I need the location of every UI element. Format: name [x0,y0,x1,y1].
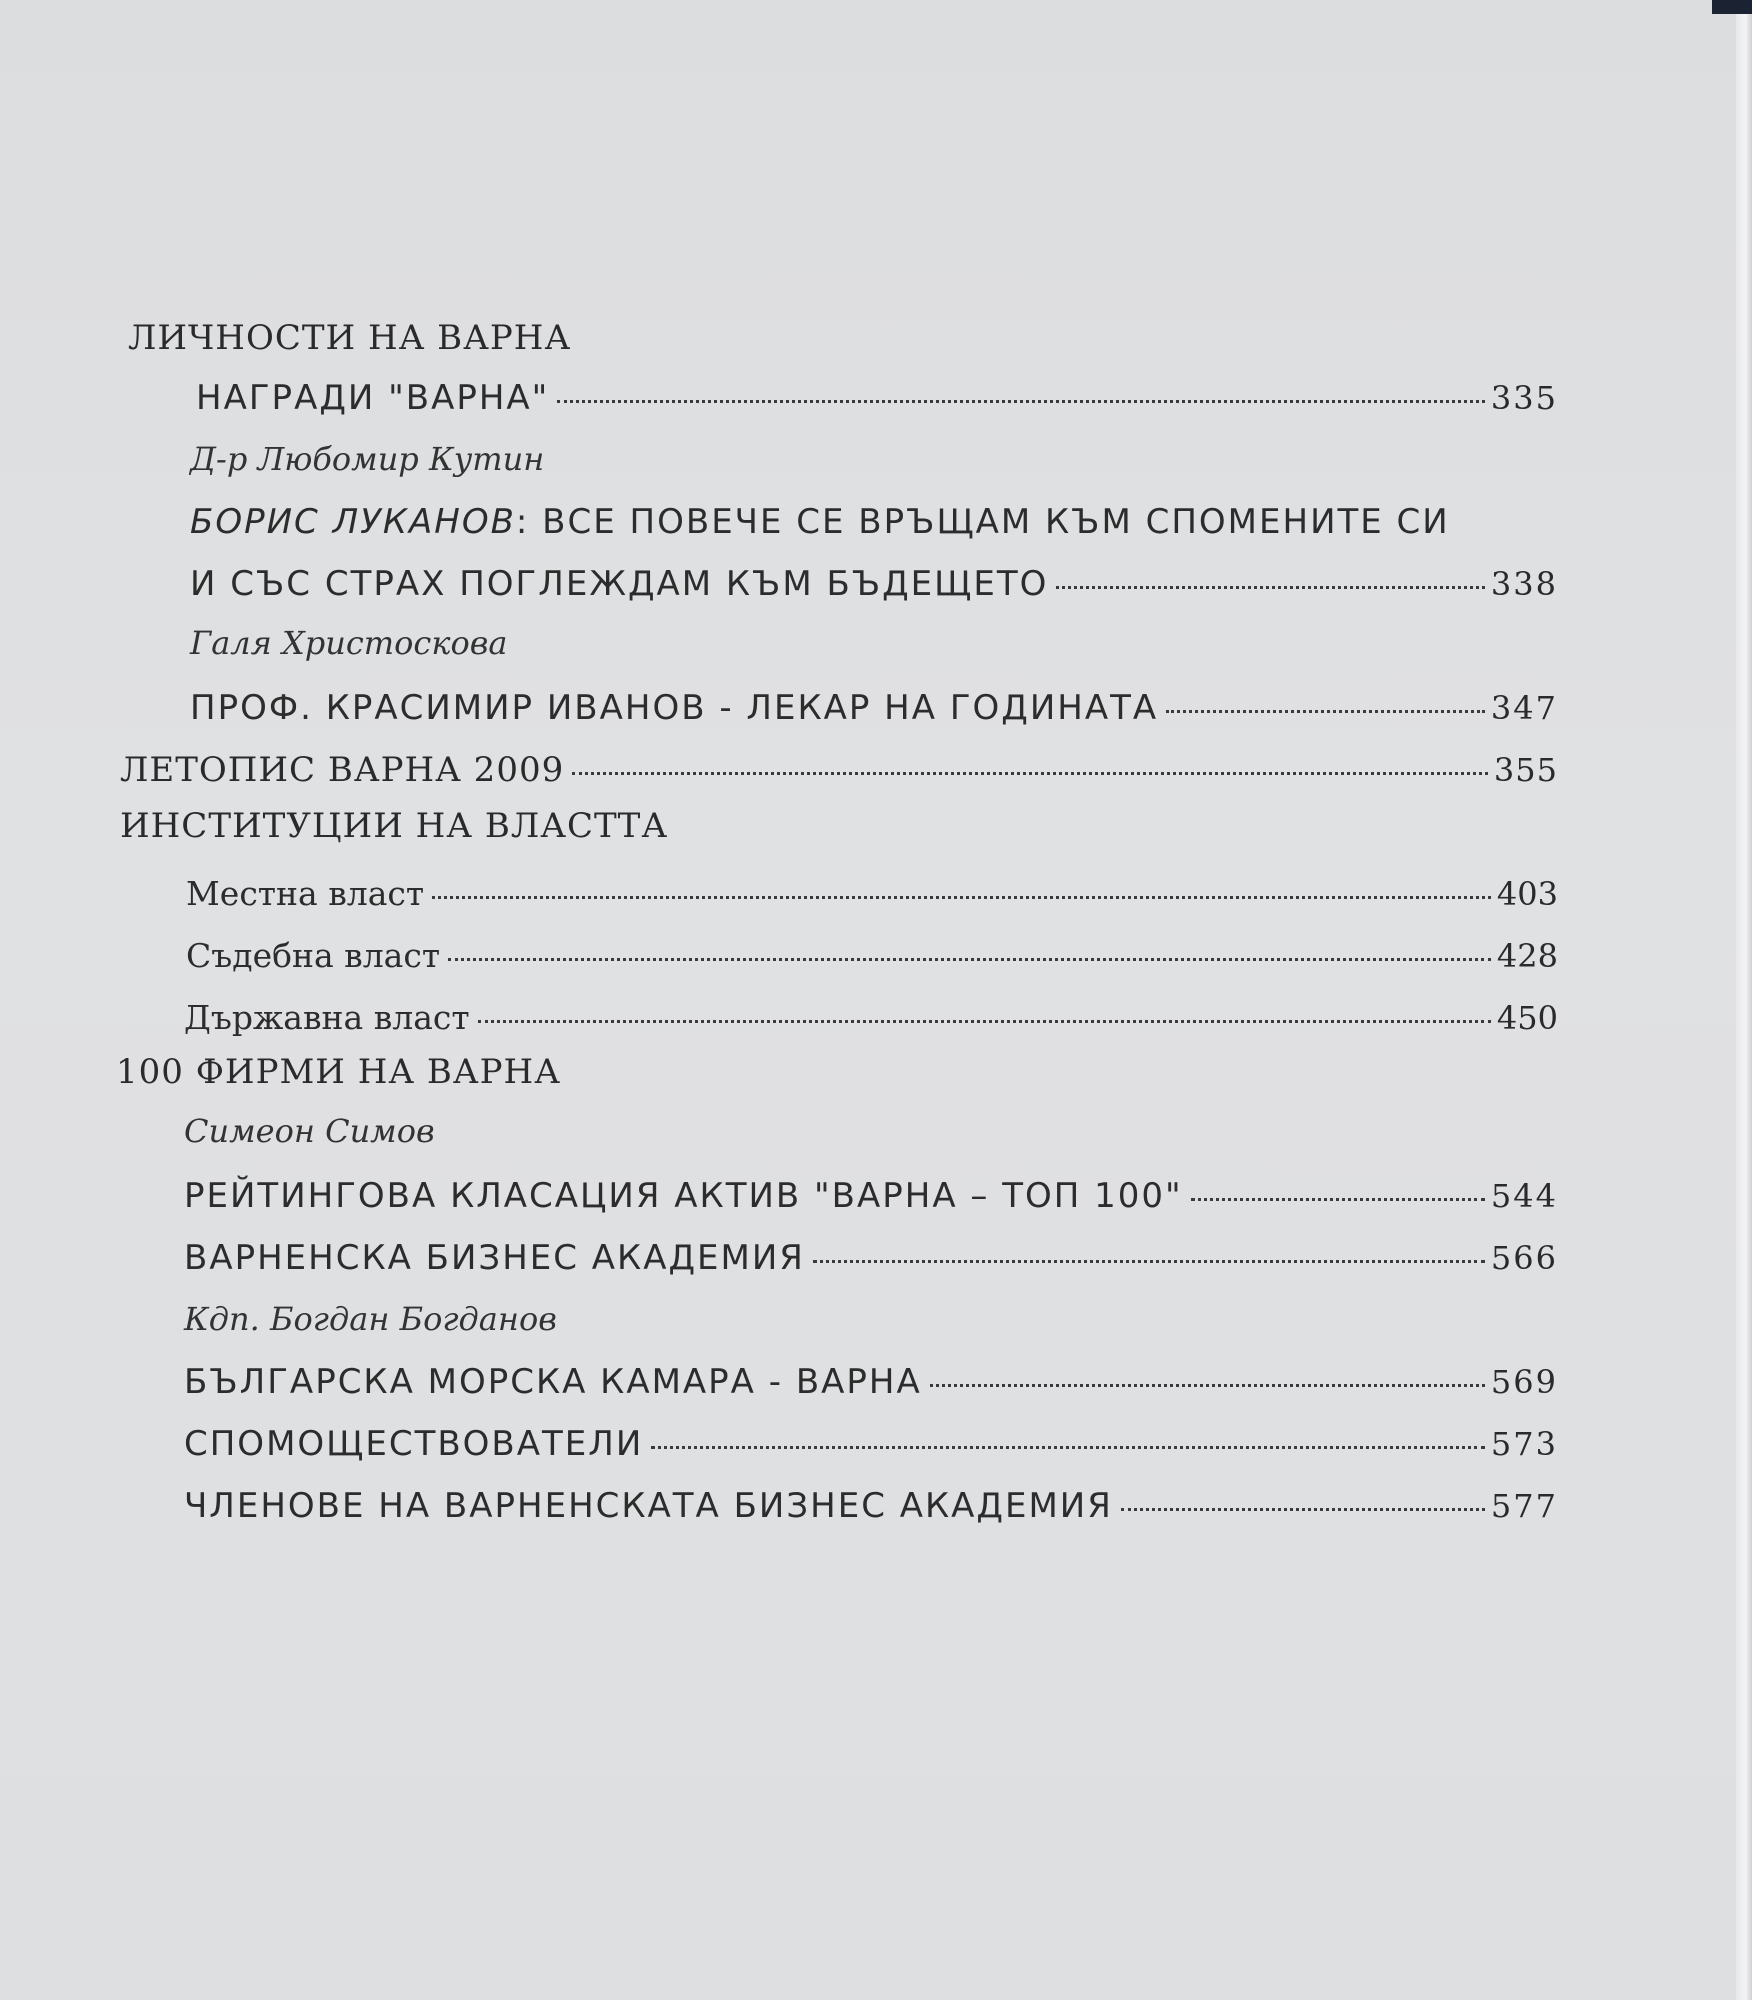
author-name [184,1300,557,1338]
toc-entry[interactable] [184,1486,1558,1526]
author-text: Симеон Симов [184,1112,435,1150]
page-number: 569 [1490,1363,1558,1401]
page-number: 403 [1496,875,1558,913]
dot-leader [1121,1508,1485,1511]
section-heading [120,806,668,846]
page-number: 544 [1490,1177,1558,1215]
toc-entry[interactable] [184,1362,1558,1402]
page-number: 577 [1490,1487,1558,1525]
toc-entry[interactable] [120,750,1558,790]
author-text: Галя Христоскова [190,624,508,662]
entry-title: Местна власт [186,874,425,913]
toc-entry-line1[interactable] [190,502,1450,542]
entry-title: И СЪС СТРАХ ПОГЛЕЖДАМ КЪМ БЪДЕЩЕТО [190,564,1049,604]
section-heading [128,318,571,358]
toc-entry[interactable] [184,1238,1558,1278]
author-text: Кдп. Богдан Богданов [184,1300,557,1338]
page-number: 347 [1490,689,1558,727]
entry-title: РЕЙТИНГОВА КЛАСАЦИЯ АКТИВ "ВАРНА – ТОП 100" [184,1176,1183,1216]
entry-title: НАГРАДИ "ВАРНА" [196,378,550,418]
entry-title: СПОМОЩЕСТВОВАТЕЛИ [184,1424,644,1464]
toc-entry[interactable] [190,688,1558,728]
dot-leader [651,1446,1485,1449]
entry-title: Държавна власт [184,998,470,1037]
dot-leader [557,400,1485,403]
dot-leader [1191,1198,1485,1201]
dot-leader [1166,710,1485,713]
toc-entry[interactable] [186,874,1558,913]
dot-leader [478,1020,1491,1023]
section-title: ИНСТИТУЦИИ НА ВЛАСТТА [120,806,669,846]
dot-leader [1056,586,1485,589]
entry-title: БЪЛГАРСКА МОРСКА КАМАРА - ВАРНА [184,1362,922,1402]
section-title: ЛЕТОПИС ВАРНА 2009 [120,750,565,790]
toc-entry[interactable] [184,998,1558,1037]
page-number: 450 [1496,999,1558,1037]
page-number: 338 [1490,565,1558,603]
toc-entry[interactable] [186,936,1558,975]
entry-title: ВАРНЕНСКА БИЗНЕС АКАДЕМИЯ [184,1238,805,1278]
page-number: 355 [1493,751,1558,789]
entry-title: ЧЛЕНОВЕ НА ВАРНЕНСКАТА БИЗНЕС АКАДЕМИЯ [184,1486,1113,1526]
page-number: 428 [1496,937,1558,975]
entry-title-italic: БОРИС ЛУКАНОВ [190,502,516,542]
author-name [190,624,507,662]
entry-title: Съдебна власт [186,936,441,975]
toc-entry[interactable] [184,1176,1558,1216]
dot-leader [572,772,1488,775]
page-number: 566 [1490,1239,1558,1277]
dot-leader [930,1384,1485,1387]
section-title: ЛИЧНОСТИ НА ВАРНА [128,318,572,358]
author-name [184,1112,435,1150]
entry-title: ПРОФ. КРАСИМИР ИВАНОВ - ЛЕКАР НА ГОДИНАТА [190,688,1159,728]
page-number: 573 [1490,1425,1558,1463]
dot-leader [432,896,1491,899]
dot-leader [448,958,1491,961]
toc-entry-line2[interactable] [190,564,1558,604]
author-name [190,440,544,478]
dot-leader [813,1260,1485,1263]
page-number: 335 [1490,379,1558,417]
section-title: 100 ФИРМИ НА ВАРНА [116,1052,561,1092]
section-heading [116,1052,561,1092]
entry-title: : ВСЕ ПОВЕЧЕ СЕ ВРЪЩАМ КЪМ СПОМЕНИТЕ СИ [515,502,1450,542]
toc-entry[interactable] [184,1424,1558,1464]
toc-entry[interactable] [196,378,1558,418]
author-text: Д-р Любомир Кутин [190,440,545,478]
